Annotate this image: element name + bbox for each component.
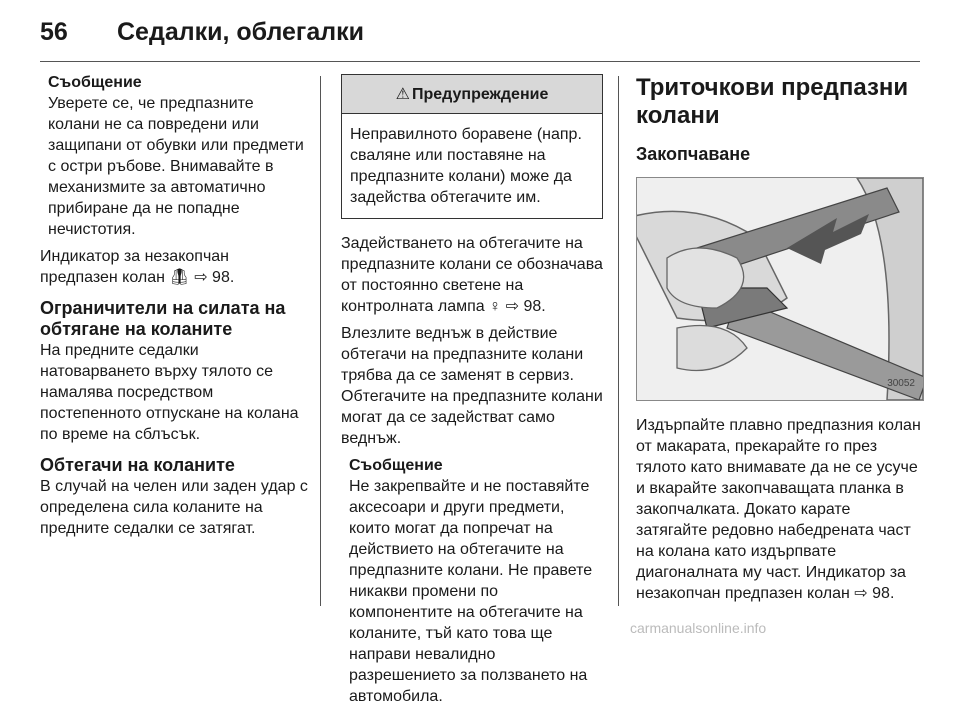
paragraph-lamp: Задействането на обтегачите на предпазните колани се обозначава от постоянно светене на контролната лампа ♀ ⇨ 98. <box>341 235 603 315</box>
page-reference-icon: ⇨ <box>854 585 868 602</box>
section-heading-three-point-belts: Триточкови предпазни колани <box>636 74 909 129</box>
page-reference[interactable]: 98. <box>872 585 895 602</box>
running-title: Седалки, облегалки <box>117 18 365 46</box>
column-2 <box>341 72 603 713</box>
paragraph-pretensioners: В случай на челен или заден удар с определена сила коланите на предните седалки се затягат. <box>40 478 308 537</box>
column-divider <box>618 76 619 606</box>
paragraph-force-limiters: На предните седалки натоварването върху тялото се намалява посредством постепенното отпускане на колана по време на сблъсък. <box>40 342 299 443</box>
note-block-2 <box>341 455 603 707</box>
watermark: carmanualsonline.info <box>630 620 767 636</box>
warning-box <box>341 74 603 219</box>
paragraph-fastening: Издърпайте плавно предпазния колан от макарата, прекарайте го през тялото като внимавате да не се усуче и вкарайте закопчаващата планка в закопчалката. Докато карате затягайте редовно набедрената част на колана като издърпвате диагоналната му част. Индикатор за незакопчан предпазен колан ⇨ 98. <box>636 417 921 602</box>
seatbelt-drawing <box>637 178 923 400</box>
section-heading-pretensioners: Обтегачи на коланите <box>40 455 235 475</box>
column-3 <box>636 72 926 610</box>
page-reference[interactable]: 98. <box>523 298 546 315</box>
column-divider <box>320 76 321 606</box>
warning-text: Неправилното боравене (напр. сваляне или поставяне на предпазните колани) може да задейства обтегачите им. <box>350 126 582 206</box>
warning-header <box>342 75 602 114</box>
page-reference-icon: ⇨ <box>194 269 208 286</box>
note-title: Съобщение <box>48 74 142 91</box>
warning-title: Предупреждение <box>412 85 549 103</box>
page-reference-icon: ⇨ <box>505 298 520 315</box>
note-text: Уверете се, че предпазните колани не са повредени или защипани от обувки или предмети с остри ръбове. Внимавайте в механизмите за автоматично прибиране да не попадне нечистотия. <box>48 95 304 238</box>
page-number: 56 <box>40 18 68 46</box>
page-reference[interactable]: 98. <box>212 269 235 286</box>
warning-triangle-icon: ⚠ <box>395 85 410 103</box>
section-heading-force-limiters: Ограничители на силата на обтягане на коланите <box>40 298 286 339</box>
paragraph-replacement: Влезлите веднъж в действие обтегачи на предпазните колани трябва да се заменят в сервиз. Обтегачите на предпазните колани могат да се задействат само веднъж. <box>341 325 603 447</box>
column-1 <box>40 72 308 545</box>
seatbelt-icon: 🦺︎ <box>169 269 190 286</box>
figure-code: 30052 <box>887 378 915 389</box>
note-title: Съобщение <box>349 457 443 474</box>
note-text: Не закрепвайте и не поставяйте аксесоари и други предмети, които могат да попречат на действието на обтегачите на предпазните колани. Не правете никакви промени по компонентите на обтегачите на коланите, тъй като това ще направи невалидно разрешението за ползването на автомобила. <box>349 478 593 705</box>
page-header <box>0 0 960 62</box>
indicator-paragraph: Индикатор за незакопчан предпазен колан 🦺︎ ⇨ 98. <box>40 248 235 286</box>
note-block-1 <box>40 72 308 240</box>
belt-tensioner-lamp-icon: ♀ <box>489 298 502 315</box>
header-divider <box>40 61 920 62</box>
seatbelt-illustration <box>636 177 924 401</box>
subheading-fastening: Закопчаване <box>636 144 751 164</box>
